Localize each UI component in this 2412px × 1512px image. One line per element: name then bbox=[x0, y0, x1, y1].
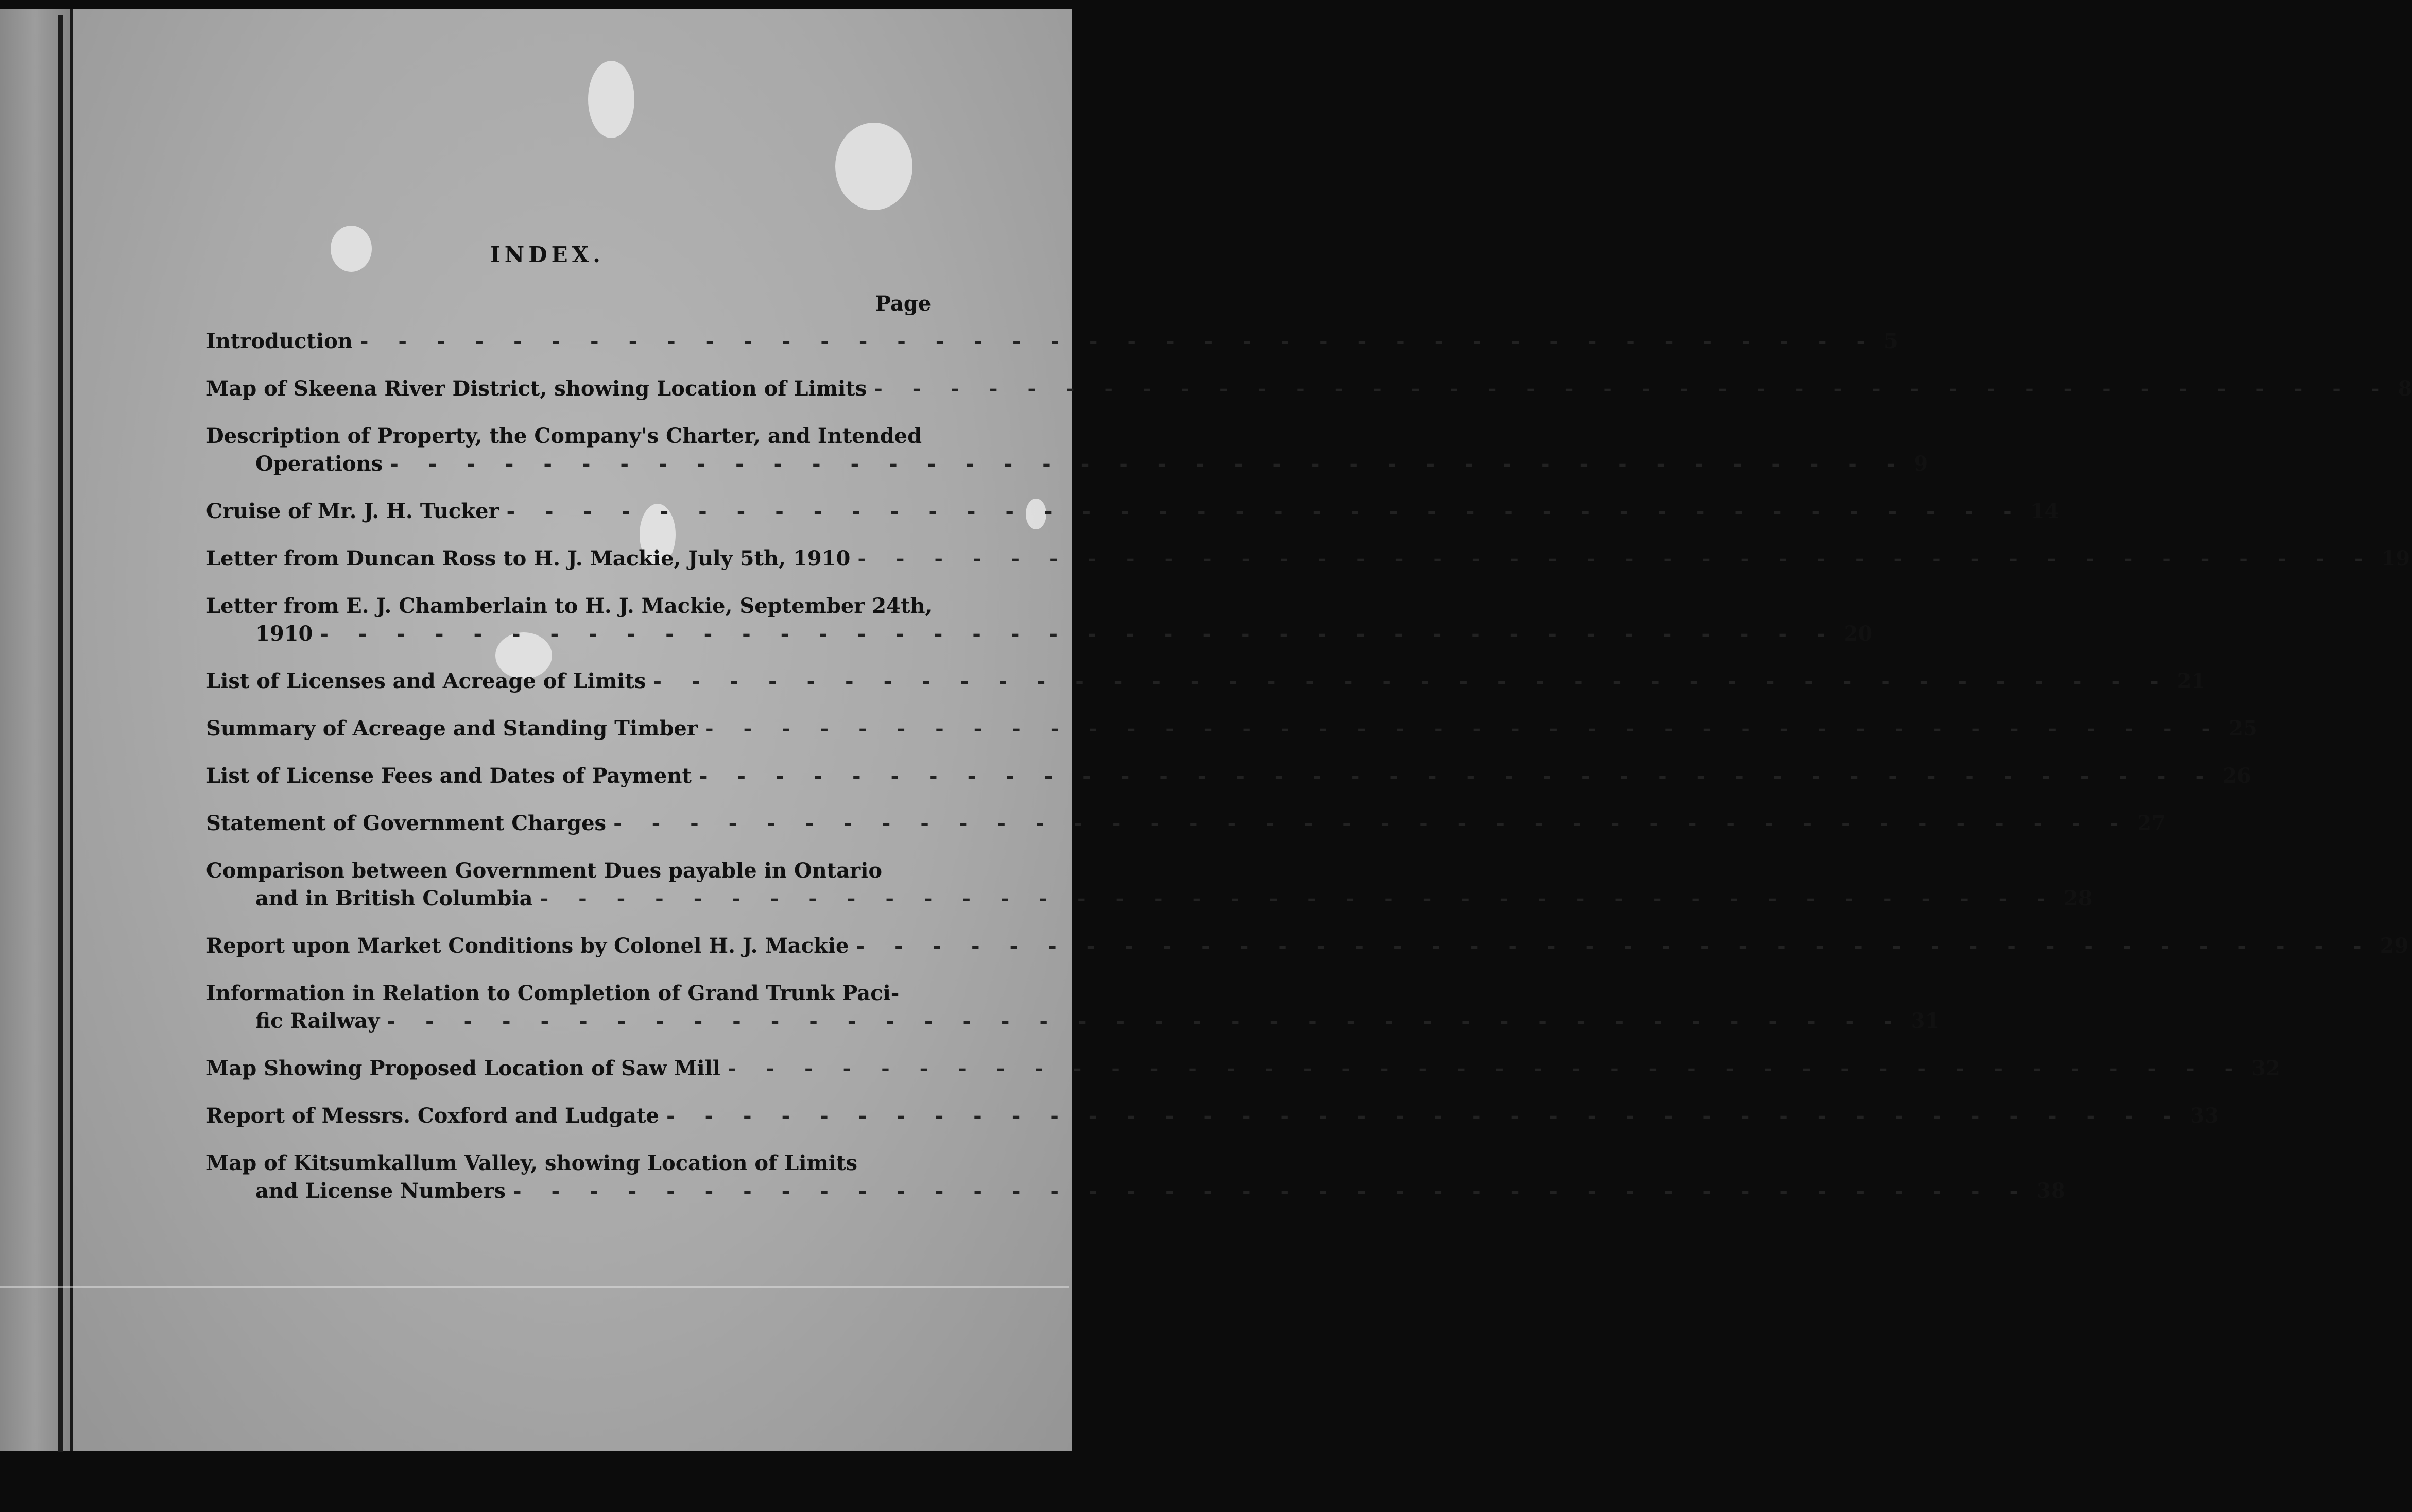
page-number: 26 bbox=[2223, 764, 2251, 788]
dot-leader: - - - - - - - - - - - - - - - - - - - - - - - - - - - - - - - - - - - - - - - - bbox=[320, 622, 1837, 646]
entry-title: List of Licenses and Acreage of Limits bbox=[206, 669, 646, 693]
page-fold-line bbox=[0, 1286, 1069, 1288]
index-entry-line bbox=[206, 497, 2059, 525]
index-entry bbox=[206, 592, 1873, 648]
dot-leader: - - - - - - - - - - - - - - - - - - - - - - - - - - - - - - - - - - - - - - - - bbox=[857, 546, 2374, 571]
index-entry-line bbox=[206, 592, 947, 620]
index-entry-line bbox=[206, 1007, 1940, 1035]
dot-leader: - - - - - - - - - - - - - - - - - - - - - - - - - - - - - - - - - - - - - - - - bbox=[698, 764, 2216, 788]
page-number: 31 bbox=[1910, 1009, 1940, 1033]
index-entry bbox=[206, 762, 2251, 790]
index-entry-line bbox=[206, 667, 2206, 695]
index-entry-line bbox=[206, 762, 2251, 790]
dot-leader: - - - - - - - - - - - - - - - - - - - - - - - - - - - - - - - - - - - - - - - - bbox=[540, 886, 2057, 910]
index-entry-line bbox=[206, 932, 2409, 960]
dot-leader: - - - - - - - - - - - - - - - - - - - - - - - - - - - - - - - - - - - - - - - - bbox=[359, 329, 1877, 353]
entry-title: Report of Messrs. Coxford and Ludgate bbox=[206, 1104, 659, 1128]
page-number: 19 bbox=[2381, 546, 2410, 571]
entry-title: Letter from E. J. Chamberlain to H. J. Mackie, September 24th, bbox=[206, 594, 933, 618]
entry-title: and License Numbers bbox=[255, 1179, 506, 1203]
entry-title: Comparison between Government Dues payable in Ontario bbox=[206, 858, 883, 883]
index-entry-line bbox=[206, 857, 947, 885]
page-number: 28 bbox=[2063, 886, 2093, 910]
dot-leader: - - - - - - - - - - - - - - - - - - - - - - - - - - - - - - - - - - - - - - - - bbox=[704, 716, 2222, 741]
entry-title: Map of Kitsumkallum Valley, showing Location of Limits bbox=[206, 1151, 857, 1175]
entry-title: Statement of Government Charges bbox=[206, 811, 607, 835]
index-entry bbox=[206, 1102, 2219, 1130]
entry-title: 1910 bbox=[255, 622, 313, 646]
entry-title: Operations bbox=[255, 452, 383, 476]
index-entry bbox=[206, 810, 2166, 837]
index-entry bbox=[206, 715, 2258, 743]
index-entry-line bbox=[206, 545, 2410, 573]
dot-leader: - - - - - - - - - - - - - - - - - - - - - - - - - - - - - - - - - - - - - - - - bbox=[387, 1009, 1904, 1033]
dot-leader: - - - - - - - - - - - - - - - - - - - - - - - - - - - - - - - - - - - - - - - - bbox=[512, 1179, 2030, 1203]
index-entry-line bbox=[206, 1177, 2065, 1205]
page-number: 25 bbox=[2229, 716, 2258, 741]
page-number: 29 bbox=[2380, 934, 2409, 958]
binding-edge bbox=[58, 15, 63, 1452]
index-entry-line bbox=[206, 980, 947, 1007]
page-number: 20 bbox=[1844, 622, 1873, 646]
index-entry-line bbox=[206, 1102, 2219, 1130]
dot-leader: - - - - - - - - - - - - - - - - - - - - - - - - - - - - - - - - - - - - - - - - bbox=[613, 811, 2130, 835]
index-entry bbox=[206, 857, 2093, 913]
index-entry bbox=[206, 1055, 2280, 1083]
page-column-header: Page bbox=[875, 291, 932, 316]
index-entry-line bbox=[206, 375, 2412, 403]
entry-title: Report upon Market Conditions by Colonel H. J. Mackie bbox=[206, 934, 849, 958]
entry-title: Cruise of Mr. J. H. Tucker bbox=[206, 499, 499, 523]
page-number: 38 bbox=[2037, 1179, 2065, 1203]
entry-title: Map Showing Proposed Location of Saw Mill bbox=[206, 1056, 720, 1080]
paper-stain bbox=[835, 123, 912, 210]
index-entry-line bbox=[206, 1055, 2280, 1083]
dot-leader: - - - - - - - - - - - - - - - - - - - - - - - - - - - - - - - - - - - - - - - - bbox=[727, 1056, 2245, 1080]
index-entry-line bbox=[206, 1149, 947, 1177]
index-entry bbox=[206, 1149, 2065, 1205]
entry-title: Information in Relation to Completion of Grand Trunk Paci- bbox=[206, 981, 900, 1005]
index-entry bbox=[206, 422, 1928, 478]
index-entry bbox=[206, 328, 1898, 355]
page-number: 21 bbox=[2177, 669, 2206, 693]
entry-title: Map of Skeena River District, showing Location of Limits bbox=[206, 376, 867, 401]
dot-leader: - - - - - - - - - - - - - - - - - - - - - - - - - - - - - - - - - - - - - - - - bbox=[653, 669, 2170, 693]
entry-title: fic Railway bbox=[255, 1009, 380, 1033]
entry-title: Letter from Duncan Ross to H. J. Mackie, July 5th, 1910 bbox=[206, 546, 851, 571]
entry-title: Introduction bbox=[206, 329, 353, 353]
index-entry-line bbox=[206, 620, 1873, 648]
dot-leader: - - - - - - - - - - - - - - - - - - - - - - - - - - - - - - - - - - - - - - - - bbox=[506, 499, 2023, 523]
index-entry bbox=[206, 375, 2412, 403]
page-number: 27 bbox=[2137, 811, 2166, 835]
entry-title: Summary of Acreage and Standing Timber bbox=[206, 716, 698, 741]
entry-title: and in British Columbia bbox=[255, 886, 533, 910]
index-title: INDEX. bbox=[490, 242, 605, 267]
page-number: 5 bbox=[1884, 329, 1898, 353]
index-entry-line bbox=[206, 450, 1928, 478]
table-of-contents bbox=[206, 328, 2412, 1225]
dot-leader: - - - - - - - - - - - - - - - - - - - - - - - - - - - - - - - - - - - - - - - - bbox=[874, 376, 2391, 401]
index-entry bbox=[206, 932, 2409, 960]
index-entry-line bbox=[206, 885, 2093, 913]
page-number: 14 bbox=[2030, 499, 2059, 523]
index-entry bbox=[206, 497, 2059, 525]
page-number: 32 bbox=[2251, 1056, 2280, 1080]
index-entry-line bbox=[206, 422, 947, 450]
page-number: 33 bbox=[2190, 1104, 2219, 1128]
index-entry-line bbox=[206, 328, 1898, 355]
index-entry bbox=[206, 545, 2410, 573]
page-number: 8 bbox=[2398, 376, 2412, 401]
page-number: 9 bbox=[1914, 452, 1928, 476]
dot-leader: - - - - - - - - - - - - - - - - - - - - - - - - - - - - - - - - - - - - - - - - bbox=[666, 1104, 2183, 1128]
index-entry bbox=[206, 667, 2206, 695]
index-entry-line bbox=[206, 715, 2258, 743]
dot-leader: - - - - - - - - - - - - - - - - - - - - - - - - - - - - - - - - - - - - - - - - bbox=[390, 452, 1907, 476]
dot-leader: - - - - - - - - - - - - - - - - - - - - - - - - - - - - - - - - - - - - - - - - bbox=[856, 934, 2373, 958]
index-entry bbox=[206, 980, 1940, 1035]
paper-stain bbox=[588, 61, 634, 138]
entry-title: List of License Fees and Dates of Payment bbox=[206, 764, 692, 788]
index-entry-line bbox=[206, 810, 2166, 837]
entry-title: Description of Property, the Company's Charter, and Intended bbox=[206, 424, 922, 448]
